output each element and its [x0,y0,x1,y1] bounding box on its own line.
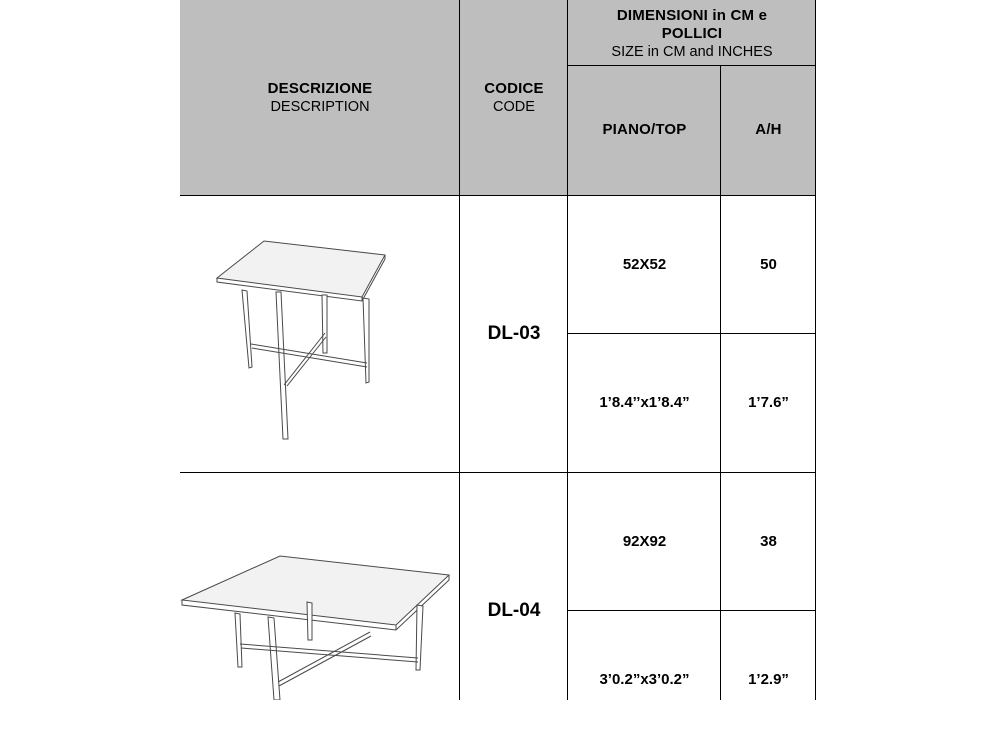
header-dimensions-cell [568,0,816,65]
row1-cm-top: 52X52 [622,255,667,273]
row2-in-height: 1’2.9” [748,671,789,688]
row2-image-cell [180,472,460,700]
square-side-table-drawing [180,195,460,472]
row1-in-top-cell [568,333,721,472]
row1-in-height-cell [721,333,816,472]
row2-cm-top: 92X92 [622,532,667,550]
row1-code: DL-03 [487,322,541,344]
row1-image-cell [180,195,460,472]
grid-line-h-dims-header [567,65,816,66]
header-dimensions-it-line2: POLLICI [661,24,723,42]
row2-code-cell [460,472,568,749]
row1-cm-height: 50 [760,255,777,273]
grid-line-h-row2-mid [567,610,816,611]
grid-line-h-row1-mid [567,333,816,334]
header-dimensions-it-line1: DIMENSIONI in CM e [616,6,768,24]
row2-code: DL-04 [487,599,541,621]
grid-line-h-header-bottom [180,195,816,196]
grid-line-v-height-left [720,65,721,700]
header-height-cell [721,65,816,195]
row2-cm-height: 38 [760,532,777,550]
product-spec-table [180,0,816,700]
row2-in-height-cell [721,610,816,749]
grid-line-v-right [815,0,816,700]
row1-in-top: 1’8.4’’x1’8.4” [599,394,690,411]
header-top-label: PIANO/TOP [602,121,687,138]
header-top-cell [568,65,721,195]
header-height-label: A/H [755,121,782,138]
row1-cm-top-cell [568,195,721,333]
header-code-it: CODICE [484,79,544,97]
header-description-cell [180,0,460,195]
row2-cm-height-cell [721,472,816,610]
row1-in-height: 1’7.6” [748,394,789,411]
row2-in-top-cell [568,610,721,749]
square-coffee-table-drawing [180,472,460,700]
grid-line-h-row1-bottom [180,472,816,473]
header-dimensions-en: SIZE in CM and INCHES [611,43,773,60]
row1-code-cell [460,195,568,472]
grid-line-v-code-left [459,0,460,700]
row1-cm-height-cell [721,195,816,333]
row2-in-top: 3’0.2”x3’0.2” [599,671,690,688]
header-description-it: DESCRIZIONE [267,79,373,97]
header-code-cell [460,0,568,195]
header-description-en: DESCRIPTION [270,98,370,115]
row2-cm-top-cell [568,472,721,610]
grid-line-v-dims-left [567,0,568,700]
header-code-en: CODE [493,98,535,115]
